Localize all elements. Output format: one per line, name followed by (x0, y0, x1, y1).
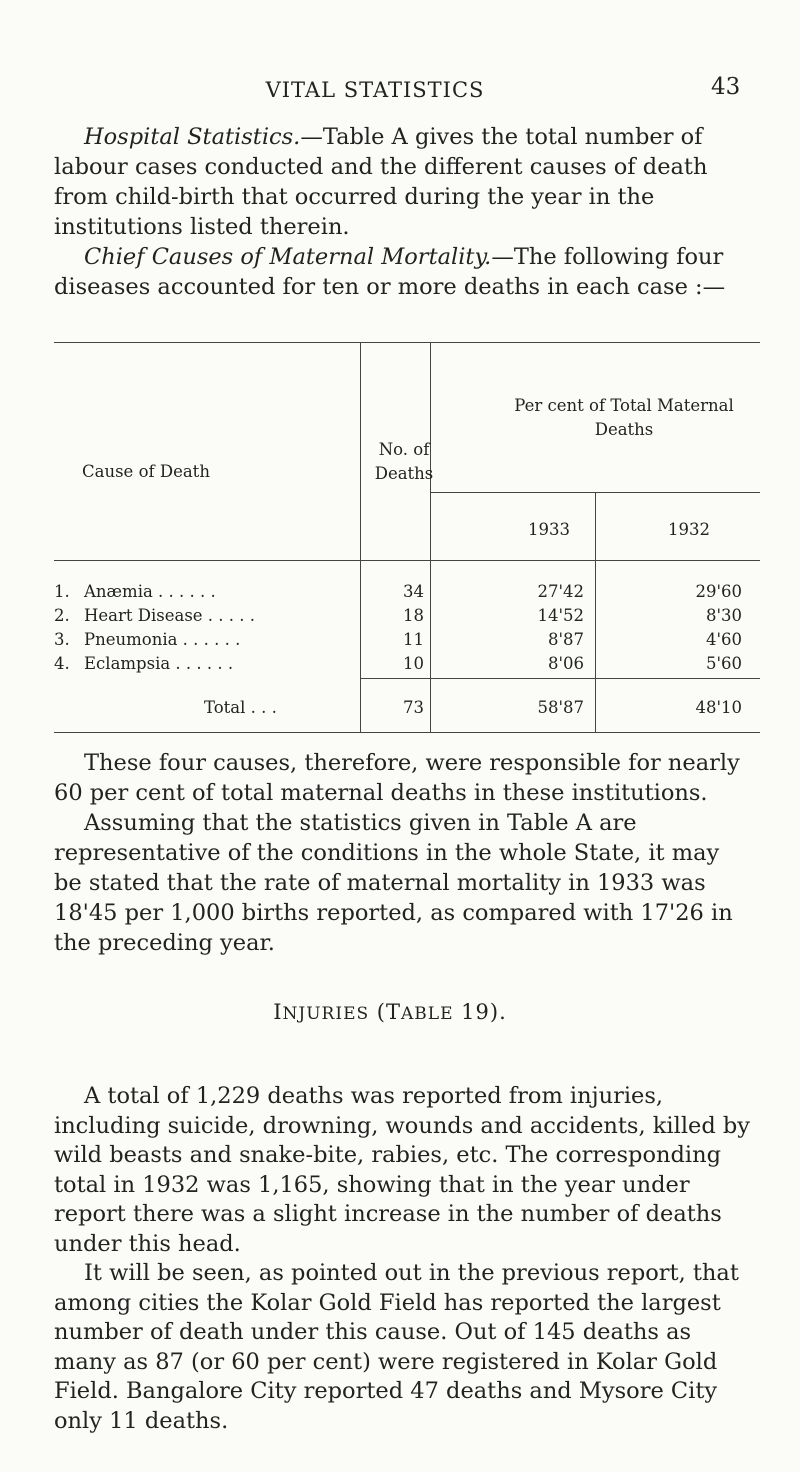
row-1933: 14'52 (537, 606, 584, 625)
injuries-heading (0, 1000, 780, 1024)
total-label: Total . . . (204, 698, 277, 717)
heading-part: T (386, 1000, 402, 1024)
row-1933: 27'42 (537, 582, 584, 601)
hospital-text: —Table A gives the total number of labour cases conducted and the different causes of death from child-birth that occurred during the year in the institutions listed therein. (54, 124, 708, 240)
page-number: 43 (711, 74, 741, 100)
row-deaths: 10 (403, 654, 424, 673)
running-header: VITAL STATISTICS (265, 78, 485, 102)
row-cause: Heart Disease . . . . . (84, 606, 256, 625)
row-cause: Pneumonia . . . . . . (84, 630, 241, 649)
hospital-label: Hospital Statistics. (84, 124, 301, 150)
total-deaths: 73 (403, 698, 424, 717)
heading-part: ( (369, 1000, 386, 1024)
total-1933: 58'87 (537, 698, 584, 717)
table-bottom-rule (54, 732, 760, 733)
header-cause: Cause of Death (82, 462, 210, 481)
row-deaths: 18 (403, 606, 424, 625)
row-deaths: 34 (403, 582, 424, 601)
summary-paragraph: These four causes, therefore, were responsible for nearly 60 per cent of total maternal deaths in these institutions. (54, 750, 740, 806)
injuries-section (54, 1082, 754, 1436)
row-1933: 8'06 (547, 654, 584, 673)
intro-section (54, 122, 754, 302)
table-row (54, 606, 760, 630)
heading-part: NJURIES (282, 1004, 370, 1024)
hospital-paragraph (54, 122, 754, 242)
heading-part: ABLE (401, 1004, 454, 1024)
chief-paragraph (54, 242, 754, 302)
row-index: 3. (54, 630, 70, 649)
rate-paragraph: Assuming that the statistics given in Table A are representative of the conditions in the whole State, it may be stated that the rate of maternal mortality in 1933 was 18'45 per 1,000 births reported, as compared with 17'26 in the preceding year. (54, 810, 733, 956)
row-cause: Eclampsia . . . . . . (84, 654, 234, 673)
row-1933: 8'87 (547, 630, 584, 649)
injuries-paragraph: A total of 1,229 deaths was reported from injuries, including suicide, drowning, wounds and accidents, killed by wild beasts and snake-bite, rabies, etc. The corresponding total in 1932 was 1,165, showing that in the year under report there was a slight increase in the number of deaths under this head. (54, 1083, 750, 1257)
row-1932: 4'60 (705, 630, 742, 649)
table-row (54, 582, 760, 606)
heading-part: 19). (453, 1000, 507, 1024)
table-row (54, 654, 760, 678)
table-header-rule (54, 560, 760, 561)
row-1932: 29'60 (695, 582, 742, 601)
header-percent: Per cent of Total Maternal Deaths (514, 396, 734, 439)
row-index: 2. (54, 606, 70, 625)
row-deaths: 11 (403, 630, 424, 649)
row-1932: 5'60 (705, 654, 742, 673)
chief-text: —The following four diseases accounted for ten or more deaths in each case :— (54, 244, 726, 300)
header-1932: 1932 (668, 520, 710, 539)
row-1932: 8'30 (705, 606, 742, 625)
row-cause: Anæmia . . . . . . (84, 582, 216, 601)
table-row (54, 630, 760, 654)
table-total-row (54, 698, 760, 722)
total-1932: 48'10 (695, 698, 742, 717)
maternal-mortality-table (54, 342, 760, 734)
row-index: 1. (54, 582, 70, 601)
row-index: 4. (54, 654, 70, 673)
table-top-rule (54, 342, 760, 343)
header-deaths: No. of Deaths (374, 440, 434, 483)
table-total-rule (360, 678, 760, 679)
header-1933: 1933 (528, 520, 570, 539)
chief-label: Chief Causes of Maternal Mortality. (84, 244, 492, 270)
summary-section (54, 748, 754, 958)
heading-part: I (273, 1000, 283, 1024)
kolar-paragraph: It will be seen, as pointed out in the previous report, that among cities the Kolar Gold Field has reported the largest number of death under this cause. Out of 145 deaths as many as 87 (or 60 per cent) were registered in Kolar Gold Field. Bangalore City reported 47 deaths and Mysore City only 11 deaths. (54, 1260, 739, 1434)
